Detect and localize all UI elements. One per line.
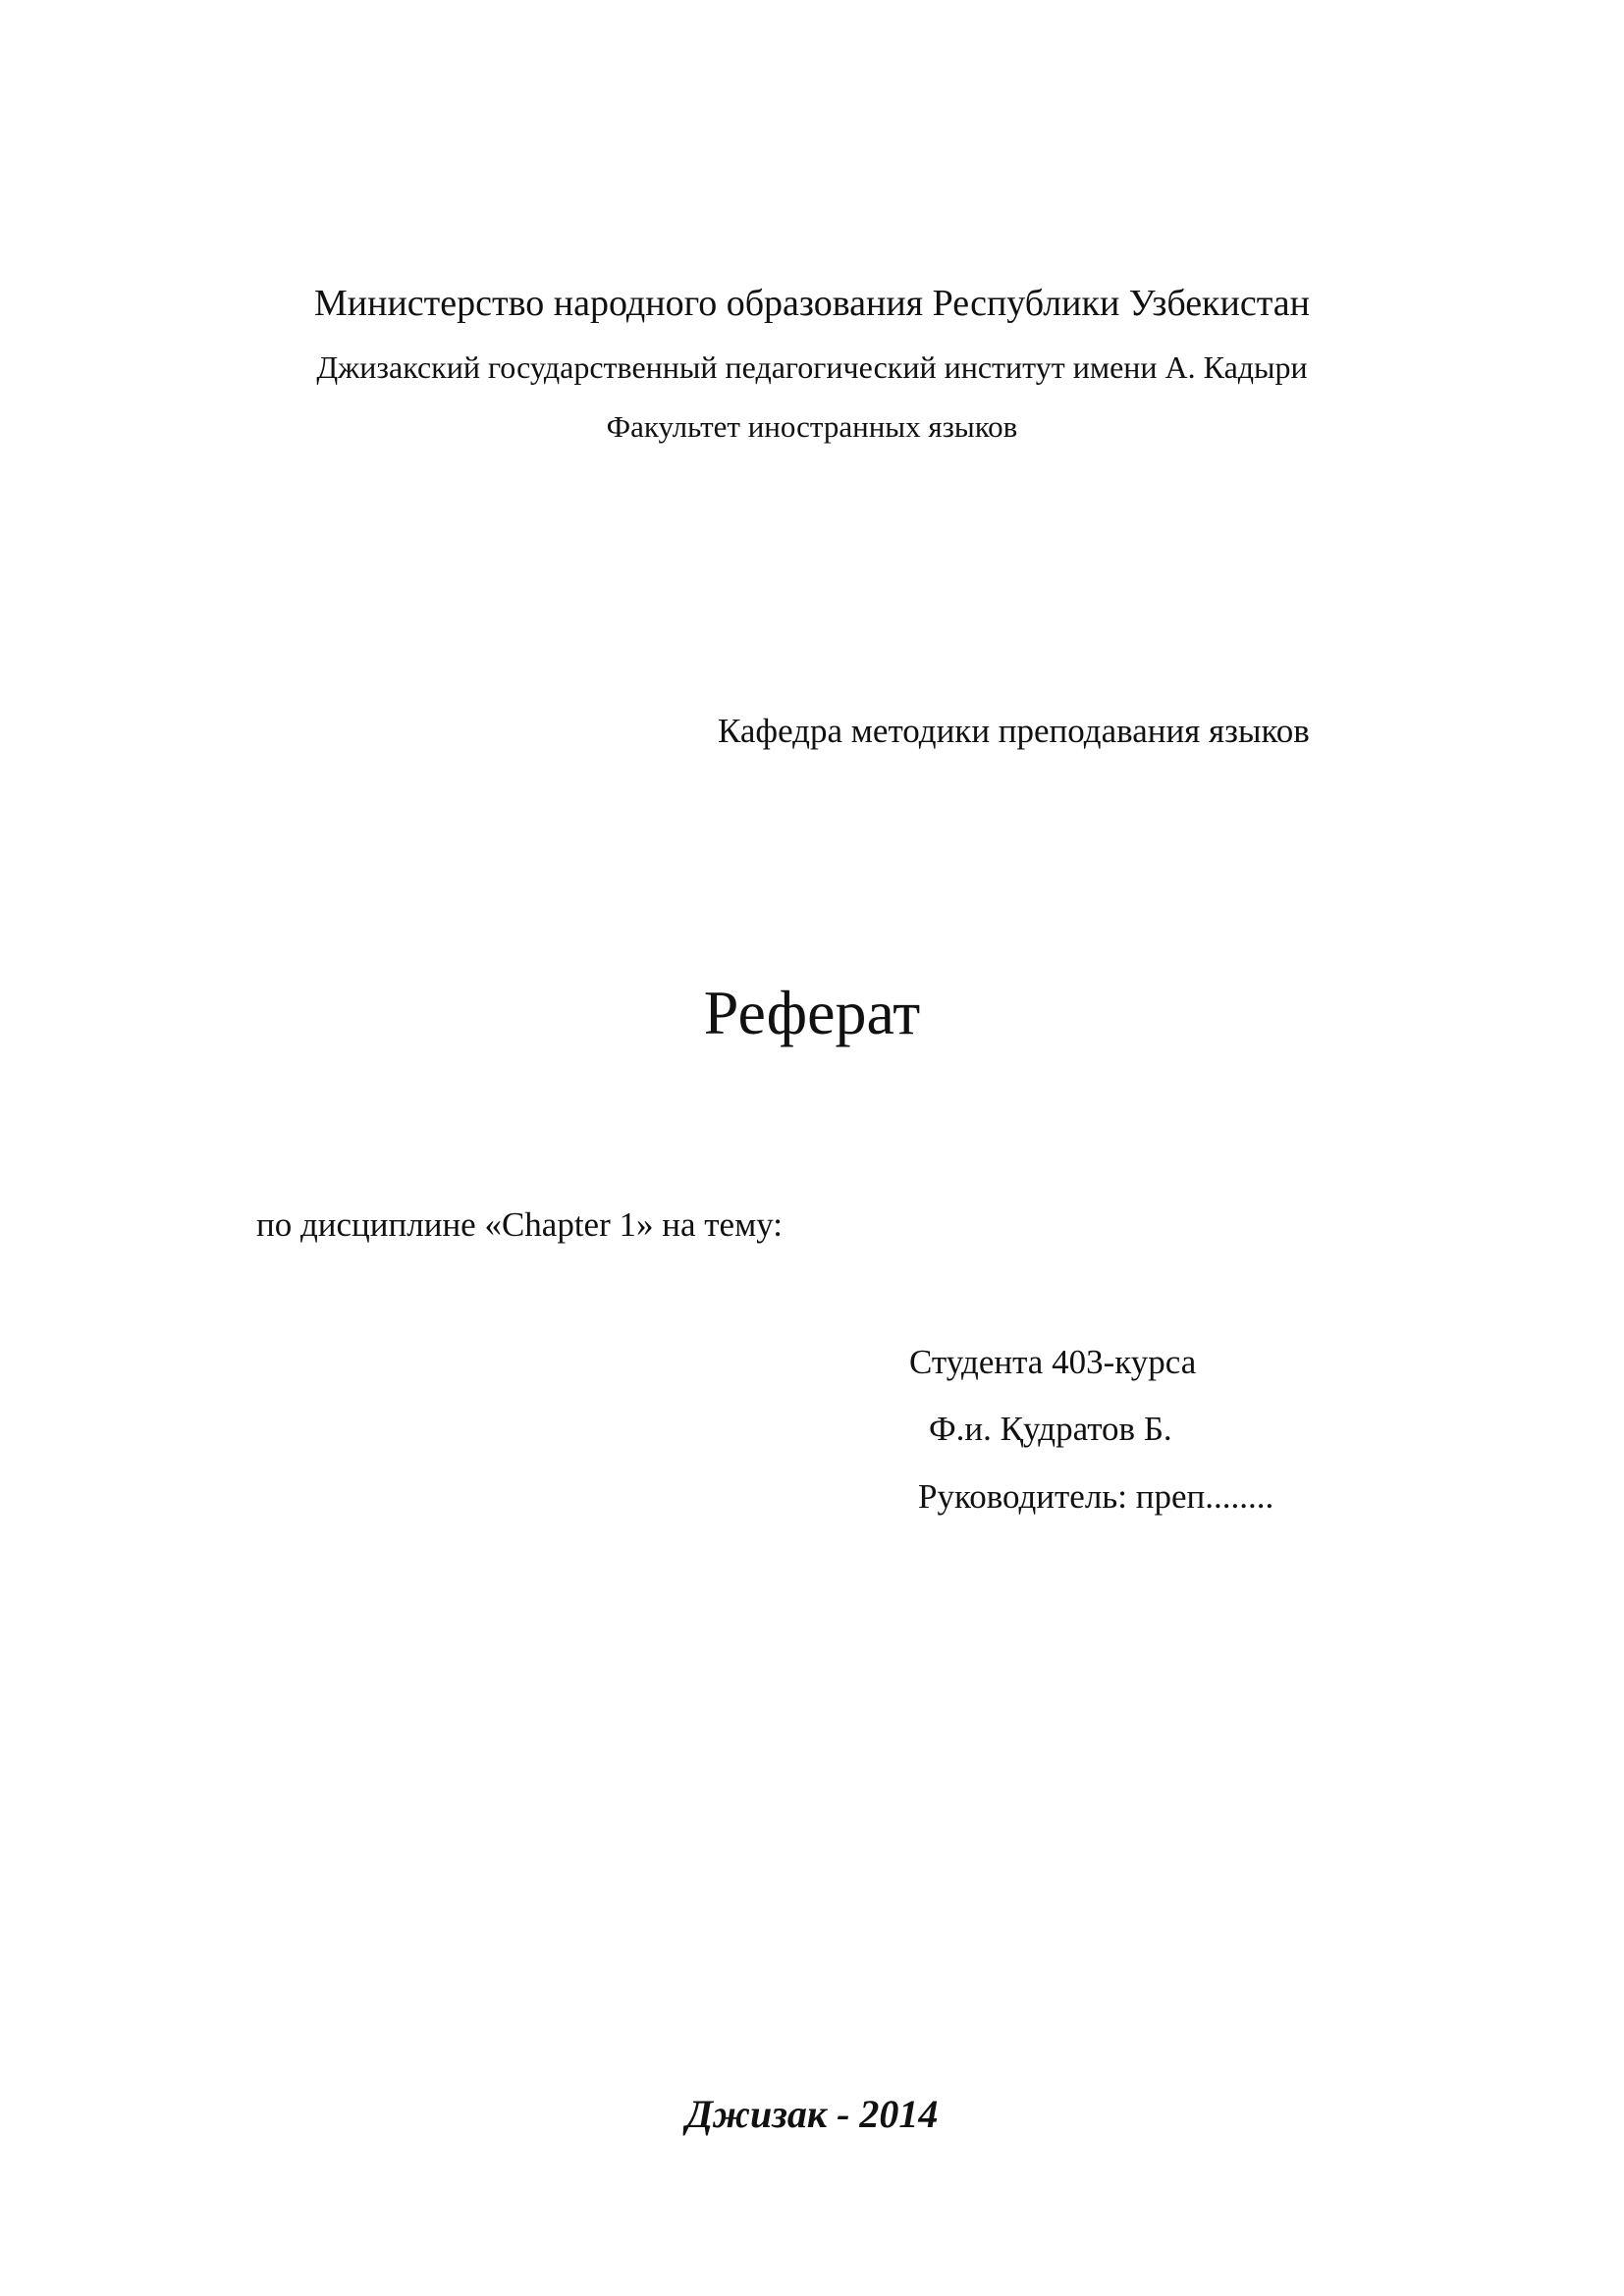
discipline-line: по дисциплине «Chapter 1» на тему:	[256, 1205, 784, 1244]
institute-heading: Джизакский государственный педагогический институт имени А. Кадыри	[316, 349, 1308, 385]
department-name: Кафедра методики преподавания языков	[718, 712, 1310, 750]
supervisor-line: Руководитель: преп........	[918, 1477, 1274, 1516]
ministry-heading: Министерство народного образования Республики Узбекистан	[314, 283, 1310, 324]
city-year-footer: Джизак - 2014	[685, 2092, 939, 2136]
document-title: Реферат	[703, 978, 921, 1047]
faculty-heading: Факультет иностранных языков	[606, 409, 1018, 444]
student-name: Ф.и. Қудратов Б.	[929, 1410, 1172, 1448]
student-course: Студента 403-курса	[909, 1343, 1197, 1381]
